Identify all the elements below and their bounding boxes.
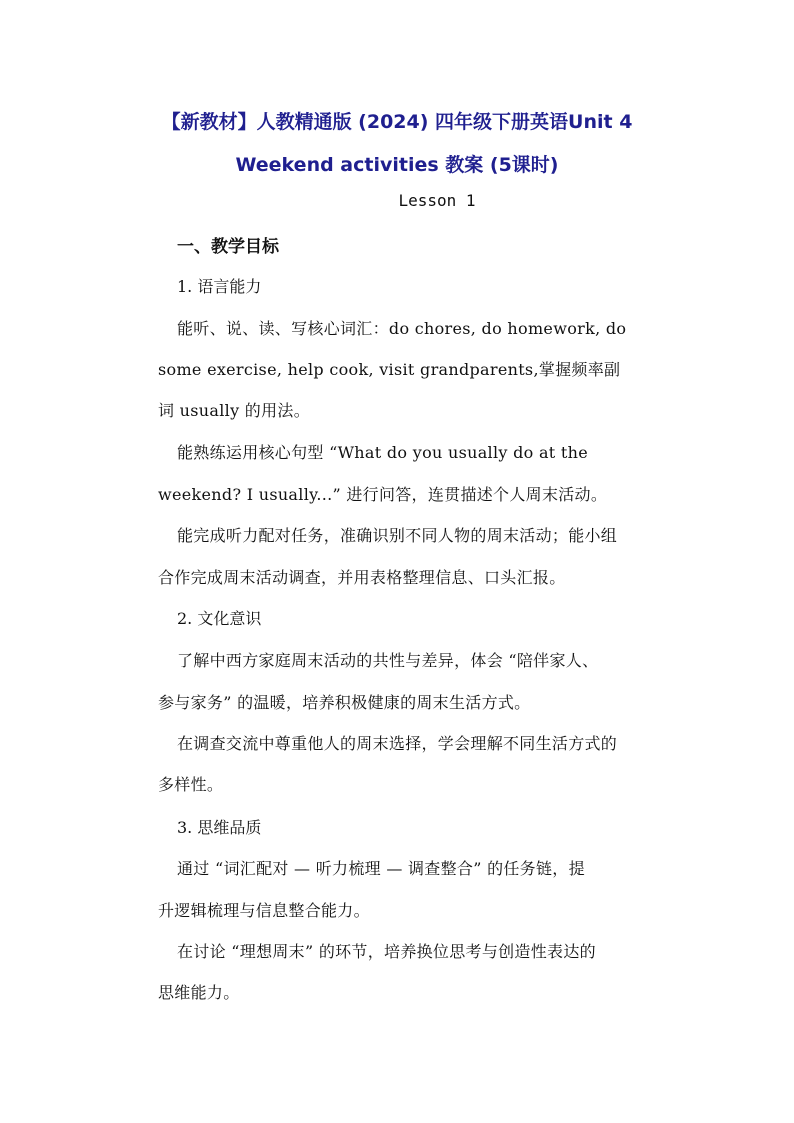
document-title-line-1: 【新教材】人教精通版 (2024) 四年级下册英语Unit 4 xyxy=(161,111,633,133)
document-title-line-2: Weekend activities 教案 (5课时) xyxy=(235,154,559,176)
paragraph-line: 能听、说、读、写核心词汇：do chores, do homework, do xyxy=(177,319,627,338)
paragraph-line: 在调查交流中尊重他人的周末选择，学会理解不同生活方式的 xyxy=(177,734,618,753)
paragraph-line: 通过 “词汇配对 — 听力梳理 — 调查整合” 的任务链，提 xyxy=(177,859,585,878)
paragraph-line: 在讨论 “理想周末” 的环节，培养换位思考与创造性表达的 xyxy=(177,942,596,961)
subheading-thinking-quality: 3. 思维品质 xyxy=(177,818,262,837)
paragraph-line: weekend? I usually...” 进行问答，连贯描述个人周末活动。 xyxy=(158,485,608,504)
paragraph-line: 合作完成周末活动调查，并用表格整理信息、口头汇报。 xyxy=(158,568,566,587)
subheading-cultural-awareness: 2. 文化意识 xyxy=(177,609,262,628)
paragraph-line: some exercise, help cook, visit grandparents,掌握频率副 xyxy=(158,360,621,379)
paragraph-line: 多样性。 xyxy=(158,775,224,794)
paragraph-line: 能熟练运用核心句型 “What do you usually do at the xyxy=(177,443,589,462)
paragraph-line: 升逻辑梳理与信息整合能力。 xyxy=(158,901,370,920)
paragraph-line: 了解中西方家庭周末活动的共性与差异，体会 “陪伴家人、 xyxy=(177,651,599,670)
paragraph-line: 词 usually 的用法。 xyxy=(158,401,311,420)
paragraph-line: 参与家务” 的温暖，培养积极健康的周末生活方式。 xyxy=(158,693,531,712)
section-heading: 一、教学目标 xyxy=(177,237,279,257)
paragraph-line: 能完成听力配对任务，准确识别不同人物的周末活动；能小组 xyxy=(177,526,618,545)
paragraph-line: 思维能力。 xyxy=(158,983,240,1002)
subheading-language-ability: 1. 语言能力 xyxy=(177,277,262,296)
lesson-label: Lesson 1 xyxy=(398,191,476,210)
